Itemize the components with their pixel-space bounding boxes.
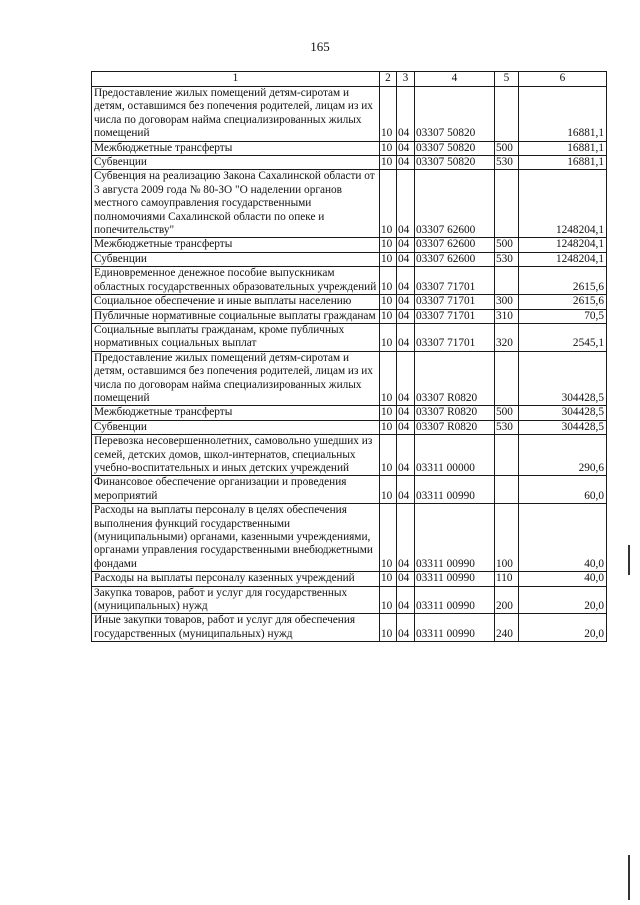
row-amount: 2615,6 xyxy=(519,295,607,309)
row-target-article: 03307 50820 xyxy=(415,141,495,155)
row-name: Социальное обеспечение и иные выплаты населению xyxy=(92,295,380,309)
row-section-code: 10 xyxy=(380,87,397,142)
row-amount: 16881,1 xyxy=(519,156,607,170)
row-amount: 70,5 xyxy=(519,309,607,323)
row-subsection-code: 04 xyxy=(397,170,415,238)
row-name: Предоставление жилых помещений детям-сиротам и детям, оставшимся без попечения родителей, лицам из их числа по договорам найма специализированных жилых помещений xyxy=(92,351,380,406)
header-col-5: 5 xyxy=(495,72,519,87)
row-target-article: 03311 00990 xyxy=(415,586,495,614)
row-subsection-code: 04 xyxy=(397,309,415,323)
row-subsection-code: 04 xyxy=(397,238,415,252)
header-col-6: 6 xyxy=(519,72,607,87)
row-expense-type: 500 xyxy=(495,238,519,252)
row-amount: 20,0 xyxy=(519,586,607,614)
row-target-article: 03307 50820 xyxy=(415,156,495,170)
table-row xyxy=(92,252,607,266)
row-subsection-code: 04 xyxy=(397,156,415,170)
header-col-4: 4 xyxy=(415,72,495,87)
table-row xyxy=(92,156,607,170)
row-name: Иные закупки товаров, работ и услуг для обеспечения государственных (муниципальных) нужд xyxy=(92,614,380,642)
row-expense-type: 240 xyxy=(495,614,519,642)
row-section-code: 10 xyxy=(380,572,397,586)
row-name: Субвенция на реализацию Закона Сахалинской области от 3 августа 2009 года № 80-ЗО "О наделении органов местного самоуправления государственными полномочиями Сахалинской области по опеке и попечительству" xyxy=(92,170,380,238)
row-target-article: 03307 71701 xyxy=(415,295,495,309)
row-subsection-code: 04 xyxy=(397,406,415,420)
row-name: Расходы на выплаты персоналу казенных учреждений xyxy=(92,572,380,586)
table-row xyxy=(92,87,607,142)
row-target-article: 03307 62600 xyxy=(415,238,495,252)
row-target-article: 03307 R0820 xyxy=(415,351,495,406)
row-subsection-code: 04 xyxy=(397,323,415,351)
row-section-code: 10 xyxy=(380,141,397,155)
table-row xyxy=(92,406,607,420)
table-body xyxy=(92,87,607,642)
row-subsection-code: 04 xyxy=(397,504,415,572)
row-amount: 16881,1 xyxy=(519,87,607,142)
row-name: Расходы на выплаты персоналу в целях обеспечения выполнения функций государственными (муниципальными) органами, казенными учреждениями, органами управления государственными внебюджетными фондами xyxy=(92,504,380,572)
row-expense-type: 530 xyxy=(495,252,519,266)
row-subsection-code: 04 xyxy=(397,252,415,266)
row-name: Закупка товаров, работ и услуг для государственных (муниципальных) нужд xyxy=(92,586,380,614)
row-amount: 40,0 xyxy=(519,572,607,586)
table-row xyxy=(92,420,607,434)
row-section-code: 10 xyxy=(380,406,397,420)
table-row xyxy=(92,267,607,295)
row-target-article: 03307 62600 xyxy=(415,252,495,266)
header-col-3: 3 xyxy=(397,72,415,87)
row-amount: 20,0 xyxy=(519,614,607,642)
row-target-article: 03311 00990 xyxy=(415,614,495,642)
row-amount: 304428,5 xyxy=(519,420,607,434)
row-name: Финансовое обеспечение организации и проведения мероприятий xyxy=(92,476,380,504)
header-col-1: 1 xyxy=(92,72,380,87)
row-section-code: 10 xyxy=(380,238,397,252)
row-name: Публичные нормативные социальные выплаты гражданам xyxy=(92,309,380,323)
row-name: Субвенции xyxy=(92,420,380,434)
row-expense-type: 110 xyxy=(495,572,519,586)
row-section-code: 10 xyxy=(380,309,397,323)
row-target-article: 03307 50820 xyxy=(415,87,495,142)
row-target-article: 03311 00990 xyxy=(415,572,495,586)
row-expense-type xyxy=(495,476,519,504)
row-section-code: 10 xyxy=(380,351,397,406)
row-name: Единовременное денежное пособие выпускникам областных государственных образовательных учреждений xyxy=(92,267,380,295)
row-target-article: 03307 71701 xyxy=(415,323,495,351)
row-expense-type: 500 xyxy=(495,141,519,155)
page-number: 165 xyxy=(310,39,330,54)
table-row xyxy=(92,238,607,252)
row-expense-type: 310 xyxy=(495,309,519,323)
table-row xyxy=(92,170,607,238)
row-subsection-code: 04 xyxy=(397,420,415,434)
row-expense-type xyxy=(495,87,519,142)
row-target-article: 03307 R0820 xyxy=(415,406,495,420)
table-row xyxy=(92,141,607,155)
row-subsection-code: 04 xyxy=(397,572,415,586)
row-expense-type: 500 xyxy=(495,406,519,420)
table-row xyxy=(92,504,607,572)
row-name: Межбюджетные трансферты xyxy=(92,238,380,252)
row-target-article: 03307 R0820 xyxy=(415,420,495,434)
row-section-code: 10 xyxy=(380,170,397,238)
row-name: Перевозка несовершеннолетних, самовольно ушедших из семей, детских домов, школ-интернатов, специальных учебно-воспитательных и иных детских учреждений xyxy=(92,435,380,476)
header-col-2: 2 xyxy=(380,72,397,87)
table-row xyxy=(92,614,607,642)
table-row xyxy=(92,323,607,351)
row-section-code: 10 xyxy=(380,156,397,170)
row-amount: 2545,1 xyxy=(519,323,607,351)
row-section-code: 10 xyxy=(380,323,397,351)
row-target-article: 03307 71701 xyxy=(415,267,495,295)
row-name: Субвенции xyxy=(92,156,380,170)
row-subsection-code: 04 xyxy=(397,351,415,406)
table-row xyxy=(92,572,607,586)
row-subsection-code: 04 xyxy=(397,295,415,309)
header-row xyxy=(92,72,607,87)
row-section-code: 10 xyxy=(380,504,397,572)
row-expense-type: 530 xyxy=(495,420,519,434)
row-target-article: 03307 62600 xyxy=(415,170,495,238)
row-expense-type: 320 xyxy=(495,323,519,351)
row-subsection-code: 04 xyxy=(397,614,415,642)
row-amount: 304428,5 xyxy=(519,406,607,420)
row-section-code: 10 xyxy=(380,614,397,642)
row-amount: 60,0 xyxy=(519,476,607,504)
row-target-article: 03311 00990 xyxy=(415,476,495,504)
table-row xyxy=(92,476,607,504)
row-expense-type xyxy=(495,435,519,476)
row-subsection-code: 04 xyxy=(397,476,415,504)
row-name: Межбюджетные трансферты xyxy=(92,141,380,155)
row-subsection-code: 04 xyxy=(397,87,415,142)
table-row xyxy=(92,309,607,323)
row-section-code: 10 xyxy=(380,476,397,504)
row-section-code: 10 xyxy=(380,420,397,434)
scan-edge-mark xyxy=(628,855,630,900)
budget-table xyxy=(91,71,607,642)
scan-edge-mark xyxy=(628,545,630,575)
row-amount: 1248204,1 xyxy=(519,252,607,266)
row-subsection-code: 04 xyxy=(397,267,415,295)
row-name: Межбюджетные трансферты xyxy=(92,406,380,420)
row-amount: 16881,1 xyxy=(519,141,607,155)
table-row xyxy=(92,435,607,476)
row-amount: 304428,5 xyxy=(519,351,607,406)
row-section-code: 10 xyxy=(380,295,397,309)
row-expense-type xyxy=(495,351,519,406)
row-expense-type: 530 xyxy=(495,156,519,170)
row-expense-type: 200 xyxy=(495,586,519,614)
row-expense-type: 100 xyxy=(495,504,519,572)
row-subsection-code: 04 xyxy=(397,141,415,155)
row-target-article: 03311 00990 xyxy=(415,504,495,572)
row-expense-type xyxy=(495,170,519,238)
row-section-code: 10 xyxy=(380,267,397,295)
row-amount: 2615,6 xyxy=(519,267,607,295)
row-section-code: 10 xyxy=(380,435,397,476)
row-target-article: 03307 71701 xyxy=(415,309,495,323)
row-amount: 1248204,1 xyxy=(519,170,607,238)
row-amount: 1248204,1 xyxy=(519,238,607,252)
table-row xyxy=(92,351,607,406)
row-section-code: 10 xyxy=(380,252,397,266)
row-subsection-code: 04 xyxy=(397,586,415,614)
row-section-code: 10 xyxy=(380,586,397,614)
row-amount: 290,6 xyxy=(519,435,607,476)
table-row xyxy=(92,586,607,614)
row-subsection-code: 04 xyxy=(397,435,415,476)
row-expense-type xyxy=(495,267,519,295)
row-name: Предоставление жилых помещений детям-сиротам и детям, оставшимся без попечения родителей, лицам из их числа по договорам найма специализированных жилых помещений xyxy=(92,87,380,142)
row-amount: 40,0 xyxy=(519,504,607,572)
row-target-article: 03311 00000 xyxy=(415,435,495,476)
table-row xyxy=(92,295,607,309)
row-name: Субвенции xyxy=(92,252,380,266)
row-expense-type: 300 xyxy=(495,295,519,309)
row-name: Социальные выплаты гражданам, кроме публичных нормативных социальных выплат xyxy=(92,323,380,351)
